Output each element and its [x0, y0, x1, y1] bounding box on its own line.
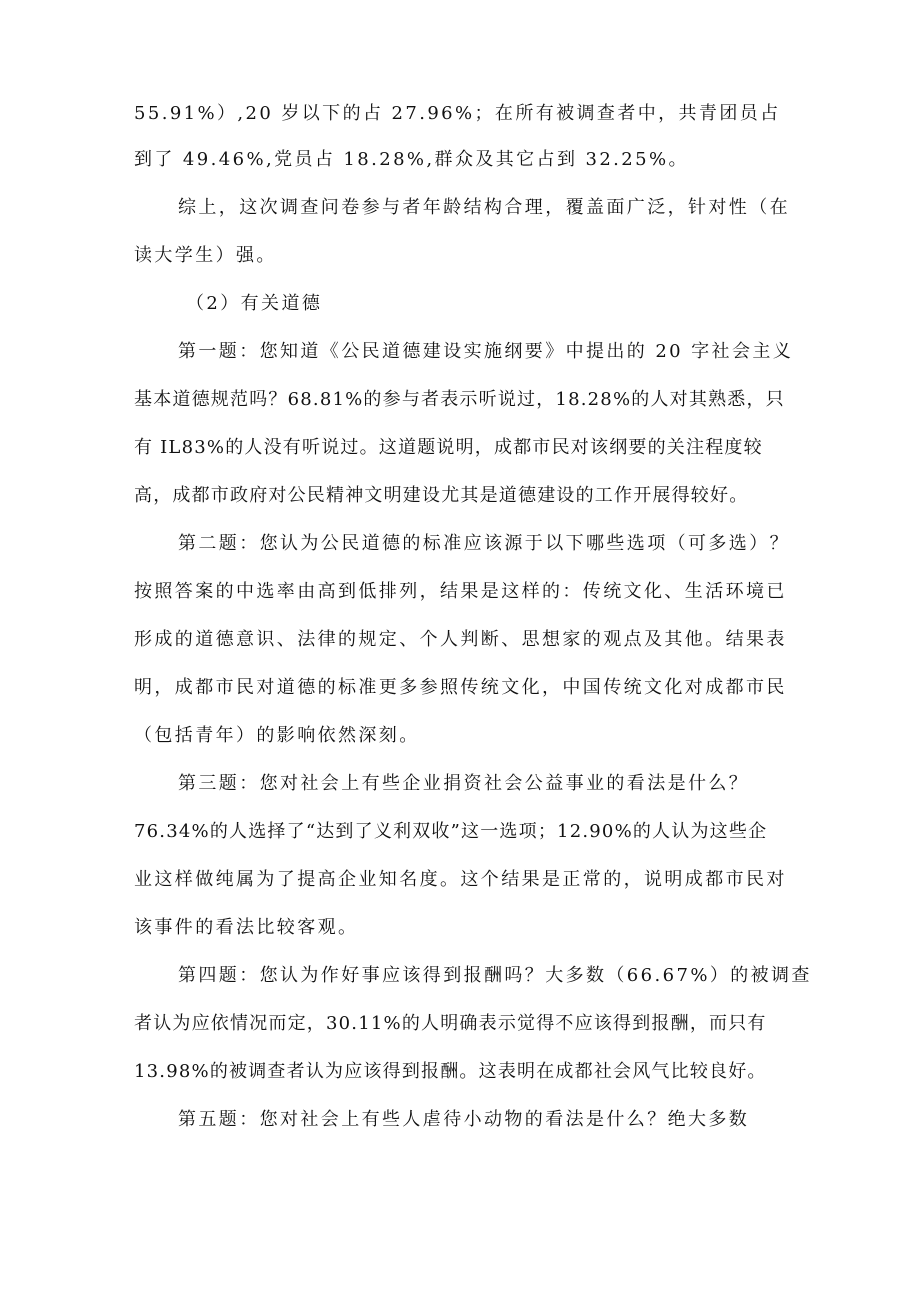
- text-line: 第四题：您认为作好事应该得到报酬吗？大多数（66.67%）的被调查: [178, 965, 812, 986]
- section-heading: （2）有关道德: [186, 293, 323, 314]
- text-line: 高，成都市政府对公民精神文明建设尤其是道德建设的工作开展得较好。: [134, 485, 749, 506]
- text-line: 有 IL83%的人没有听说过。这道题说明，成都市民对该纲要的关注程度较: [134, 437, 763, 458]
- text-line: 76.34%的人选择了“达到了义利双收”这一选项；12.90%的人认为这些企: [134, 821, 768, 842]
- text-line: 13.98%的被调查者认为应该得到报酬。这表明在成都社会风气比较良好。: [134, 1061, 767, 1082]
- text-line: 到了 49.46%,党员占 18.28%,群众及其它占到 32.25%。: [134, 149, 689, 170]
- text-line: 55.91%）,20 岁以下的占 27.96%；在所有被调查者中，共青团员占: [134, 103, 781, 124]
- text-line: 第二题：您认为公民道德的标准应该源于以下哪些选项（可多选）？: [178, 533, 790, 554]
- text-line: 业这样做纯属为了提高企业知名度。这个结果是正常的，说明成都市民对: [134, 869, 787, 890]
- text-line: 者认为应依情况而定，30.11%的人明确表示觉得不应该得到报酬，而只有: [134, 1013, 767, 1034]
- text-line: 读大学生）强。: [134, 245, 277, 266]
- text-line: 该事件的看法比较客观。: [134, 917, 359, 938]
- text-line: （包括青年）的影响依然深刻。: [134, 725, 420, 746]
- text-line: 综上，这次调查问卷参与者年龄结构合理，覆盖面广泛，针对性（在: [178, 197, 790, 218]
- text-line: 明，成都市民对道德的标准更多参照传统文化，中国传统文化对成都市民: [134, 677, 787, 698]
- text-line: 形成的道德意识、法律的规定、个人判断、思想家的观点及其他。结果表: [134, 629, 787, 650]
- text-line: 第五题：您对社会上有些人虐待小动物的看法是什么？绝大多数: [178, 1109, 750, 1130]
- text-line: 基本道德规范吗？68.81%的参与者表示听说过，18.28%的人对其熟悉，只: [134, 389, 785, 410]
- text-line: 按照答案的中选率由高到低排列，结果是这样的：传统文化、生活环境已: [134, 581, 787, 602]
- text-line: 第一题：您知道《公民道德建设实施纲要》中提出的 20 字社会主义: [178, 341, 794, 362]
- text-line: 第三题：您对社会上有些企业捐资社会公益事业的看法是什么？: [178, 773, 750, 794]
